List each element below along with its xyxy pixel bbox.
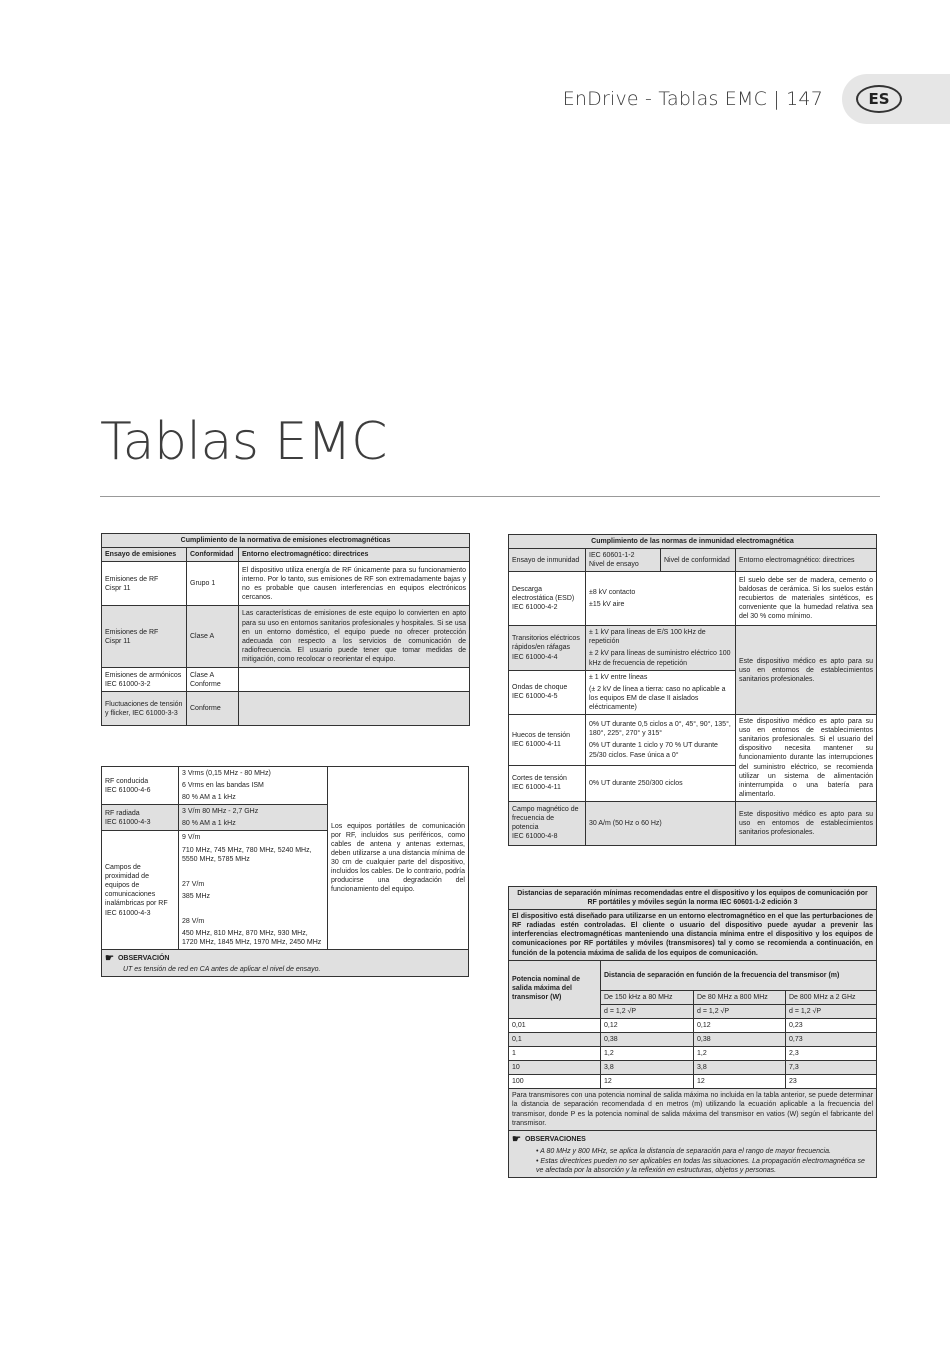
separation-power-header: Potencia nominal de salida máxima del transmisor (W) xyxy=(509,960,601,1018)
table-cell: 100 xyxy=(509,1075,601,1089)
magnetic-level: 30 A/m (50 Hz o 60 Hz) xyxy=(586,801,736,845)
emissions-conformity: Conforme xyxy=(187,692,239,726)
esd-level: ±8 kV contacto xyxy=(589,589,636,597)
rf-note-text: UT es tensión de red en CA antes de aplicar el nivel de ensayo. xyxy=(123,966,321,974)
separation-footer: Para transmisores con una potencia nominal de salida máxima no incluida en la tabla anterior, se puede determinar la distancia de separación recomendada d en metros (m) utilizando la ecuación aplicable a la frecuencia del transmisor, donde P es la potencia nominal de salida máxima del transmisor en vatios (W) según el fabricante del transmisor. xyxy=(509,1089,877,1130)
dips-levels xyxy=(586,715,736,766)
surge-levels xyxy=(586,670,736,714)
dips-guidance: Este dispositivo médico es apto para su uso en entornos de establecimientos sanitarios profesionales. Si el usuario del dispositivo necesita mantener su funcionamiento durante las interrupciones del suministro eléctrico, se recomienda utilizar un sistema de alimentación ininterrumpida o una batería para alimentarlo. xyxy=(736,715,877,802)
emissions-header-environment: Entorno electromagnético: directrices xyxy=(239,548,470,562)
surge-level: (± 2 kV de línea a tierra: caso no aplicable a los equipos EM de clase II aislados eléctricamente) xyxy=(589,685,726,711)
separation-formula: d = 1,2 √P xyxy=(694,1004,786,1018)
emissions-guidance xyxy=(239,692,470,726)
rf-proximity-levels xyxy=(179,831,328,950)
table-cell: 0,12 xyxy=(694,1018,786,1032)
eft-level: ± 2 kV para líneas de suministro eléctrico 100 kHz de frecuencia de repetición xyxy=(589,650,731,667)
rf-immunity-table xyxy=(101,766,469,977)
eft-surge-guidance: Este dispositivo médico es apto para su uso en entornos de establecimientos sanitarios profesionales. xyxy=(736,626,877,715)
rf-radiated-levels xyxy=(179,805,328,831)
immunity-header-level: IEC 60601-1-2 Nivel de ensayo xyxy=(586,549,661,572)
rf-proximity-level: 450 MHz, 810 MHz, 870 MHz, 930 MHz, 1720 MHz, 1845 MHz, 1970 MHz, 2450 MHz xyxy=(182,930,322,947)
table-cell: 12 xyxy=(601,1075,694,1089)
separation-band: De 80 MHz a 800 MHz xyxy=(694,990,786,1004)
table-cell: 23 xyxy=(786,1075,877,1089)
magnetic-test: Campo magnético de frecuencia de potencia IEC 61000-4-8 xyxy=(509,801,586,845)
magnetic-guidance: Este dispositivo médico es apto para su uso en entornos de establecimientos sanitarios profesionales. xyxy=(736,801,877,845)
eft-test: Transitorios eléctricos rápidos/en ráfagas IEC 61000-4-4 xyxy=(509,626,586,670)
rf-conducted-test: RF conducida IEC 61000-4-6 xyxy=(102,767,179,805)
language-badge: ES xyxy=(856,85,902,113)
table-cell: 1,2 xyxy=(694,1047,786,1061)
rf-note xyxy=(102,950,469,977)
eft-level: ± 1 kV para líneas de E/S 100 kHz de repetición xyxy=(589,629,706,646)
esd-level: ±15 kV aire xyxy=(589,601,625,609)
immunity-header-compliance: Nivel de conformidad xyxy=(661,549,736,572)
table-cell: 0,12 xyxy=(601,1018,694,1032)
table-cell: 1,2 xyxy=(601,1047,694,1061)
immunity-header-environment: Entorno electromagnético: directrices xyxy=(736,549,877,572)
emissions-conformity: Clase A xyxy=(187,606,239,668)
emissions-guidance: El dispositivo utiliza energía de RF únicamente para su funcionamiento interno. Por lo tanto, sus emisiones de RF son extremadamente bajas y no es probable que causen interferencias en equipos electrónicos cercanos. xyxy=(239,562,470,606)
dips-level: 0% UT durante 0,5 ciclos a 0°, 45°, 90°, 135°, 180°, 225°, 270° y 315° xyxy=(589,721,731,738)
rf-conducted-levels xyxy=(179,767,328,805)
rf-proximity-level: 28 V/m xyxy=(182,917,205,925)
rf-proximity-level: 9 V/m xyxy=(182,834,201,842)
separation-note xyxy=(509,1130,877,1177)
rf-conducted-level: 80 % AM a 1 kHz xyxy=(182,794,236,802)
separation-caption: Distancias de separación mínimas recomendadas entre el dispositivo y los equipos de comunicación por RF portátiles y móviles según la norma IEC 60601-1-2 edición 3 xyxy=(509,887,877,910)
rf-proximity-level: 710 MHz, 745 MHz, 780 MHz, 5240 MHz, 5550 MHz, 5785 MHz xyxy=(182,846,312,863)
table-cell: 0,01 xyxy=(509,1018,601,1032)
immunity-header-test: Ensayo de inmunidad xyxy=(509,549,586,572)
rf-proximity-level: 385 MHz xyxy=(182,892,211,900)
title-divider xyxy=(100,496,880,497)
eft-levels xyxy=(586,626,736,670)
separation-intro: El dispositivo está diseñado para utilizarse en un entorno electromagnético en el que las perturbaciones de RF radiadas estén controladas. El cliente o usuario del dispositivo puede ayudar a prevenir las interferencias electromagnéticas manteniendo una distancia mínima entre el dispositivo y los equipos de comunicaciones por RF portátiles y móviles (transmisores) tal y como se recomienda a continuación, en función de la potencia máxima de salida de los equipos de comunicación. xyxy=(509,910,877,960)
table-cell: 12 xyxy=(694,1075,786,1089)
table-cell: 0,23 xyxy=(786,1018,877,1032)
emissions-header-conformity: Conformidad xyxy=(187,548,239,562)
emissions-test: Emisiones de RF Cispr 11 xyxy=(102,606,187,668)
emissions-guidance: Las características de emisiones de este equipo lo convierten en apto para su uso en entornos sanitarios profesionales y hospitales. Si se usa en un entorno doméstico, el equipo puede no ofrecer protección adecuada con respecto a los servicios de comunicación de radiofrecuencia. El usuario puede tener que tomar medidas de mitigación, como recolocar o reorientar el equipo. xyxy=(239,606,470,668)
rf-proximity-level: 27 V/m xyxy=(182,880,205,888)
dips-test: Huecos de tensión IEC 61000-4-11 xyxy=(509,715,586,766)
immunity-caption: Cumplimiento de las normas de inmunidad electromagnética xyxy=(509,535,877,549)
emissions-header-test: Ensayo de emisiones xyxy=(102,548,187,562)
surge-level: ± 1 kV entre líneas xyxy=(589,673,648,681)
table-cell: 7,3 xyxy=(786,1061,877,1075)
rf-conducted-level: 6 Vrms en las bandas ISM xyxy=(182,782,264,790)
table-cell: 10 xyxy=(509,1061,601,1075)
emissions-conformity: Grupo 1 xyxy=(187,562,239,606)
emissions-caption: Cumplimiento de la normativa de emisiones electromagnéticas xyxy=(102,534,470,548)
separation-formula: d = 1,2 √P xyxy=(601,1004,694,1018)
rf-radiated-test: RF radiada IEC 61000-4-3 xyxy=(102,805,179,831)
table-cell: 0,73 xyxy=(786,1032,877,1046)
dips-level: 0% UT durante 1 ciclo y 70 % UT durante 25/30 ciclos. Fase única a 0° xyxy=(589,742,718,759)
pointing-hand-icon: ☛ xyxy=(105,953,114,965)
page-title: Tablas EMC xyxy=(100,412,387,472)
language-tab xyxy=(842,74,950,124)
esd-levels xyxy=(586,572,736,626)
emissions-test: Emisiones de RF Cispr 11 xyxy=(102,562,187,606)
separation-formula: d = 1,2 √P xyxy=(786,1004,877,1018)
table-cell: 2,3 xyxy=(786,1047,877,1061)
emissions-table xyxy=(101,533,470,726)
table-cell: 1 xyxy=(509,1047,601,1061)
pointing-hand-icon: ☛ xyxy=(512,1133,521,1145)
table-cell: 0,38 xyxy=(601,1032,694,1046)
emissions-test: Fluctuaciones de tensión y flicker, IEC 61000-3-3 xyxy=(102,692,187,726)
table-cell: 0,1 xyxy=(509,1032,601,1046)
immunity-table xyxy=(508,534,877,846)
interruptions-level: 0% UT durante 250/300 ciclos xyxy=(586,765,736,801)
separation-note-item: • Estas directrices pueden no ser aplicables en todas las situaciones. La propagación electromagnética se ve afectada por la absorción y la reflexión en estructuras, objetos y personas. xyxy=(536,1157,865,1174)
rf-guidance: Los equipos portátiles de comunicación por RF, incluidos sus periféricos, como cables de antena y antenas externas, deben utilizarse a una distancia mínima de 30 cm de cualquier parte del dispositivo, incluidos los cables. De lo contrario, podría producirse una degradación del funcionamiento del equipo. xyxy=(328,767,469,950)
separation-note-title: OBSERVACIONES xyxy=(524,1135,586,1143)
emissions-test: Emisiones de armónicos IEC 61000-3-2 xyxy=(102,668,187,692)
separation-band: De 150 kHz a 80 MHz xyxy=(601,990,694,1004)
emissions-conformity: Clase A Conforme xyxy=(187,668,239,692)
separation-band: De 800 MHz a 2 GHz xyxy=(786,990,877,1004)
separation-distance-header: Distancia de separación en función de la frecuencia del transmisor (m) xyxy=(601,960,877,990)
emissions-guidance xyxy=(239,668,470,692)
separation-note-item: • A 80 MHz y 800 MHz, se aplica la distancia de separación para el rango de mayor frecuencia. xyxy=(536,1147,831,1155)
rf-radiated-level: 3 V/m 80 MHz - 2,7 GHz xyxy=(182,808,259,816)
header-title: EnDrive - Tablas EMC | 147 xyxy=(562,88,823,110)
table-cell: 3,8 xyxy=(694,1061,786,1075)
surge-test: Ondas de choque IEC 61000-4-5 xyxy=(509,670,586,714)
table-cell: 3,8 xyxy=(601,1061,694,1075)
esd-test: Descarga electrostática (ESD) IEC 61000-4-2 xyxy=(509,572,586,626)
rf-radiated-level: 80 % AM a 1 kHz xyxy=(182,820,236,828)
rf-proximity-test: Campos de proximidad de equipos de comunicaciones inalámbricas por RF IEC 61000-4-3 xyxy=(102,831,179,950)
table-cell: 0,38 xyxy=(694,1032,786,1046)
rf-note-title: OBSERVACIÓN xyxy=(117,955,170,963)
interruptions-test: Cortes de tensión IEC 61000-4-11 xyxy=(509,765,586,801)
rf-conducted-level: 3 Vrms (0,15 MHz - 80 MHz) xyxy=(182,770,271,777)
esd-guidance: El suelo debe ser de madera, cemento o baldosas de cerámica. Si los suelos están recubiertos de materiales sintéticos, es conveniente que la humedad relativa sea del 30 % como mínimo. xyxy=(736,572,877,626)
separation-table xyxy=(508,886,877,1178)
